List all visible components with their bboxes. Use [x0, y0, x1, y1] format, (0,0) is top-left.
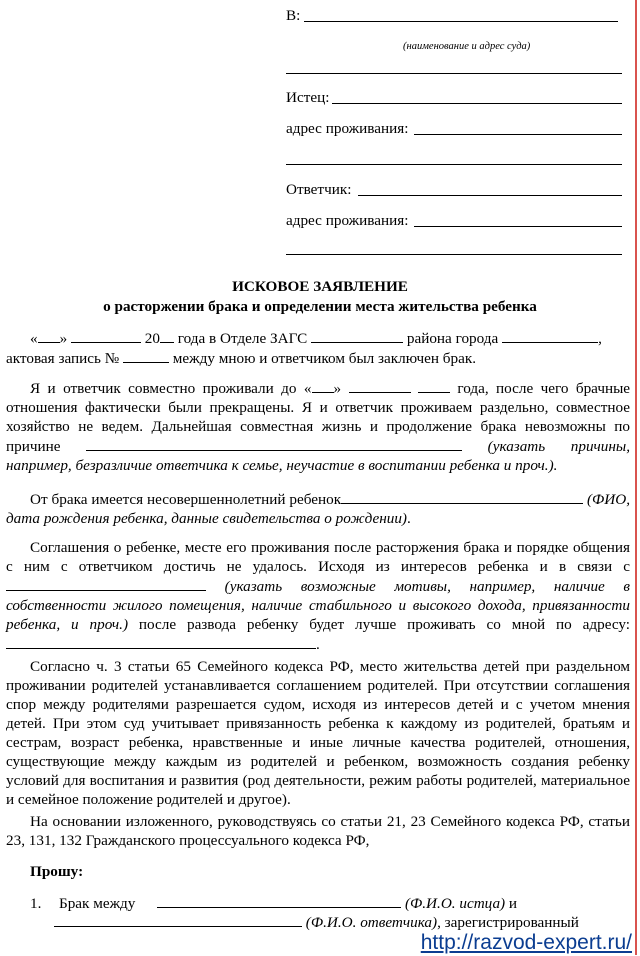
plaintiff-address-field — [286, 119, 408, 138]
reason-hint: (указать причины, например, безразличие ответчика к семье, неучастие в воспитании ребенка и проч.). — [6, 438, 631, 474]
court-hint: (наименование и адрес суда) — [403, 41, 531, 52]
blank-address — [6, 634, 316, 649]
paragraph-separation — [6, 378, 630, 475]
blank-zags — [311, 328, 403, 343]
comma: , — [598, 330, 602, 347]
separation-quote: » — [333, 380, 342, 397]
address-period: . — [316, 636, 320, 653]
paragraph-agreement — [6, 538, 630, 654]
plaintiff-line — [332, 103, 622, 104]
record-text: актовая запись № — [6, 350, 120, 367]
plaintiff-name-hint: (Ф.И.О. истца) — [404, 895, 506, 912]
defendant-address-line-2 — [286, 254, 622, 255]
document-subtitle: о расторжении брака и определении места жительства ребенка — [103, 298, 537, 315]
defendant-address-field — [286, 211, 408, 230]
defendant-line — [358, 195, 622, 196]
item1-registered: , зарегистрированный — [437, 914, 579, 931]
request-item-1-line-2 — [54, 912, 630, 932]
motives-hint: (указать возможные мотивы, например, наличие в собственности жилого помещения, наличие стабильного и высокого дохода, привязанности ребенка, и проч.) — [6, 578, 631, 633]
item-number: 1. — [30, 895, 42, 912]
court-line-2 — [286, 73, 622, 74]
blank-child — [341, 489, 583, 504]
agreement-text-2: после развода ребенку будет лучше проживать со мной по адресу: — [138, 616, 631, 633]
blank-sep-day — [312, 378, 334, 393]
defendant-label: Ответчик: — [286, 181, 352, 198]
item1-and: и — [508, 895, 518, 912]
zags-text: года в Отделе ЗАГС — [177, 330, 308, 347]
blank-reason — [86, 436, 462, 451]
child-text: От брака имеется несовершеннолетний ребенок — [30, 491, 342, 508]
quote-close: » — [59, 330, 68, 347]
paragraph-basis: На основании изложенного, руководствуясь со статьи 21, 23 Семейного кодекса РФ, статьи 23, 131, 132 Гражданского процессуального кодекса РФ, — [6, 813, 630, 849]
blank-month — [71, 328, 141, 343]
item1-text: Брак между — [58, 895, 136, 912]
paragraph-child — [6, 489, 630, 528]
plaintiff-address-label: адрес проживания: — [286, 120, 409, 137]
website-watermark[interactable]: http://razvod-expert.ru/ — [420, 931, 632, 954]
plaintiff-address-line — [414, 134, 622, 135]
plaintiff-address-line-2 — [286, 164, 622, 165]
blank-motives — [6, 576, 206, 591]
court-field — [286, 6, 300, 25]
blank-city — [502, 328, 598, 343]
defendant-field — [286, 180, 351, 199]
blank-record-no — [123, 348, 169, 363]
defendant-name-hint: (Ф.И.О. ответчика) — [305, 914, 438, 931]
separation-text-1: Я и ответчик совместно проживали до « — [30, 380, 312, 397]
child-period: . — [407, 510, 411, 527]
request-heading: Прошу: — [30, 863, 84, 880]
child-hint: (ФИО, дата рождения ребенка, данные свидетельства о рождении) — [6, 491, 630, 527]
quote-open: « — [30, 330, 38, 347]
plaintiff-label: Истец: — [286, 89, 330, 106]
request-item-1 — [30, 893, 630, 913]
paragraph-law: Согласно ч. 3 статьи 65 Семейного кодекса РФ, место жительства детей при раздельном проживании родителей устанавливается соглашением родителей. При отсутствии соглашения спор между родителями разрешается судом, исходя из интересов детей и с учетом мнения детей. При этом суд учитывает привязанность ребенка к каждому из родителей, братьям и сестрам, возраст ребенка, нравственные и иные личные качества родителей, отношения, существующие между каждым из родителей и ребенком, возможность создания ребенку условий для воспитания и развития (род деятельности, режим работы родителей, материальное и семейное положение родителей и другое). — [6, 658, 630, 808]
district-text: района города — [406, 330, 499, 347]
court-line — [304, 21, 618, 22]
defendant-address-line — [414, 226, 622, 227]
to-label: В: — [286, 7, 301, 24]
document-title: ИСКОВОЕ ЗАЯВЛЕНИЕ — [232, 278, 408, 295]
blank-sep-month — [349, 378, 411, 393]
blank-plaintiff-name — [157, 893, 401, 908]
agreement-text: Соглашения о ребенке, месте его проживания после расторжения брака и порядке общения с ним с ответчиком достичь не удалось. Исходя из интересов ребенка и в связи с — [6, 539, 630, 575]
blank-year — [160, 328, 174, 343]
blank-sep-year — [418, 378, 450, 393]
plaintiff-field — [286, 88, 329, 107]
year-prefix: 20 — [144, 330, 160, 347]
blank-day — [38, 328, 60, 343]
blank-defendant-name — [54, 912, 302, 927]
paragraph-marriage-record — [6, 328, 630, 368]
separation-text-2: года, после чего брачные отношения фактически были прекращены. Я и ответчик проживаем раздельно, совместное хозяйство не ведем. Дальнейшая совместная жизнь и продолжение брака невозможны по причине — [6, 380, 631, 455]
marriage-text: между мною и ответчиком был заключен брак. — [172, 350, 477, 367]
defendant-address-label: адрес проживания: — [286, 212, 409, 229]
